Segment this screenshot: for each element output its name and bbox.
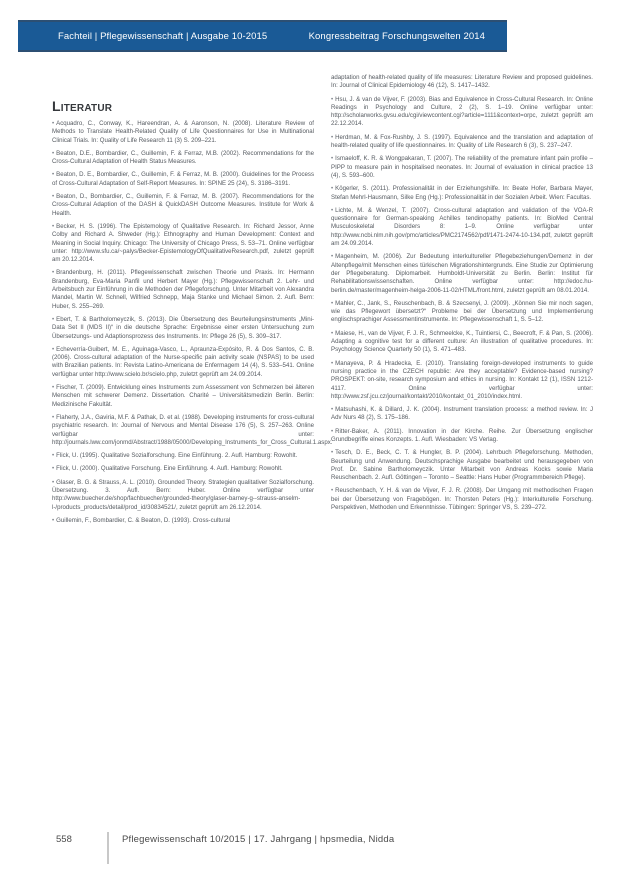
bullet-icon: • — [52, 269, 55, 277]
bullet-icon: • — [331, 206, 334, 214]
bullet-icon: • — [52, 345, 55, 353]
footer-divider — [107, 832, 109, 864]
bullet-icon: • — [331, 487, 334, 495]
bullet-icon: • — [52, 516, 55, 524]
bullet-icon: • — [52, 465, 55, 473]
reference-column-right — [331, 74, 593, 517]
header-left-text: Fachteil | Pflegewissenschaft | Ausgabe 10-2015 — [58, 30, 268, 42]
reference-item: • Flick, U. (1995). Qualitative Sozialforschung. Eine Einführung. 2. Aufl. Hamburg: Rowohlt. — [52, 452, 298, 460]
bullet-icon: • — [331, 449, 334, 457]
reference-item: • Beaton, D. E., Bombardier, C., Guillemin, F. & Ferraz, M. B. (2000). Guidelines for the Process of Cross-Cultural Adaptation of Self-Report Measures. In: SPINE 25 (24), S. 3186–3191. — [52, 171, 314, 187]
reference-item: • Reuschenbach, Y. H. & van de Vijver, F. J. R. (2008). Der Umgang mit methodischen Fragen bei der Übersetzung von Fragebögen. In: Thorsten Peters (Hg.): Interkulturelle Forschung. Perspektiven, Methoden und Erkenntnisse. Tübingen: Springer VS, S. 239–272. — [331, 487, 593, 512]
bullet-icon: • — [331, 155, 334, 163]
reference-item: • Lichte, M. & Wenzel, T. (2007). Cross-cultural adaptation and validation of the VOA-R questionnaire for German-speaking Achilles tendinopathy patients. In: BioMed Central Musculoskeletal Disorders 8: 1–9. Online verfügbar unter http://www.ncbi.nlm.nih.gov/pmc/articles/PMC2174562/pdf/1471-2474-10-134.pdf, zuletzt geprüft am 24.09.2014. — [331, 206, 593, 248]
bullet-icon: • — [52, 171, 55, 179]
reference-item: • Hsu, J. & van de Vijver, F. (2003). Bias and Equivalence in Cross-Cultural Research. In: Online Readings in Psychology and Culture, 2 (2), S. 1–19. Online verfügbar unter: http://scholarworks.gvsu.edu/cgi/viewcontent.cgi?article=1111&context=orpc, zuletzt geprüft am 22.12.2014. — [331, 95, 593, 128]
bullet-icon: • — [52, 413, 55, 421]
bullet-icon: • — [52, 384, 55, 392]
page-footer — [0, 832, 637, 862]
reference-item: • Guillemin, F., Bombardier, C. & Beaton, D. (1993). Cross-cultural — [52, 516, 231, 524]
reference-item: • Herdman, M. & Fox-Rushby, J. S. (1997). Equivalence and the translation and adaptation of health-related quality of life questionnaires. In: Quality of Life Research 6 (3), S. 237–247. — [331, 133, 593, 150]
bullet-icon: • — [52, 193, 55, 201]
reference-item: • Tesch, D. E., Beck, C. T. & Hungler, B. P. (2004). Lehrbuch Pflegeforschung. Methoden, Beurteilung und Anwendung. Deutschsprachige Ausgabe bearbeitet und herausgegeben von Prof. Dr. Sabine Bartholomeyczik. Unter Mitarbeit von Andreas Kocks sowie Maria Reuschenbach. 2. Aufl. Göttingen – Toronto – Seattle: Hans Huber (Programmbereich Pflege). — [331, 449, 593, 482]
reference-item: • Maiese, H., van de Vijver, F. J. R., Schmeelcke, K., Tuintiersi, C., Beecroft, F. & Pan, S. (2006). Adapting a cognitive test for a different culture: An illustration of qualitative procedures. In: Psychology Science Quarterly 50 (1), S. 471–483. — [331, 329, 593, 354]
bullet-icon: • — [52, 120, 55, 127]
reference-item: • Kögerler, S. (2011). Professionalität in der Erziehungshilfe. In: Beate Hofer, Barbara Mayer, Stefan Mehrl-Hausmann, Silke Eng (Hg.): Professionalität in der Sozialen Arbeit. Wien: Facultas. — [331, 185, 593, 201]
bullet-icon: • — [52, 315, 55, 323]
reference-item: • Echeverría-Guibert, M. E., Aguinaga-Vasco, L., Apraunza-Expósito, R. & Dos Santos, C. B. (2006). Cross-cultural adaptation of the Nurse-specific pain activity scale (NSPAS) to be used with Brazilian patients. In: Revista Latino-Americana de Enfermagem 14 (4), S. 533–541. Online verfügbar unter http://www.scielo.br/scielo.php, zuletzt geprüft am 24.09.2014. — [52, 345, 314, 378]
bullet-icon: • — [52, 222, 55, 230]
bullet-icon: • — [331, 329, 334, 337]
bullet-icon: • — [331, 253, 334, 261]
page-number: 558 — [56, 834, 72, 845]
reference-item: • Flick, U. (2000). Qualitative Forschung. Eine Einführung. 4. Aufl. Hamburg: Rowohlt. — [52, 465, 283, 473]
bullet-icon: • — [331, 185, 334, 193]
bullet-icon: • — [331, 406, 334, 414]
reference-item: • Matsuhashi, K. & Dillard, J. K. (2004). Instrument translation process: a method review. In: J Adv Nurs 48 (2), S. 175–186. — [331, 406, 593, 422]
running-header — [18, 20, 507, 52]
reference-item: • Beaton, D.E., Bombardier, C., Guillemin, F. & Ferraz, M.B. (2002). Recommendations for the Cross-Cultural Adaptation of Health Status Measures. — [52, 149, 314, 166]
reference-item: • Flaherty, J.A., Gaviria, M.F. & Pathak, D. et al. (1988). Developing instruments for cross-cultural psychiatric research. In: Journal of Nervous and Mental Disease 176 (5), S. 257–263. Online verfügbar unter: http://journals.lww.com/jonmd/Abstract/1988/05000/Developing_Instruments_for_Cross_Cultural.1.aspx. — [52, 413, 333, 446]
header-right-text: Kongressbeitrag Forschungswelten 2014 — [308, 30, 485, 42]
bullet-icon: • — [52, 149, 55, 157]
reference-item: • Acquadro, C., Conway, K., Hareendran, A. & Aaronson, N. (2008). Literature Review of Methods to Translate Health-Related Quality of Life Questionnaires for Use in Multinational Clinical Trials. In: Quality of Life Research 11 (3) S. 209–221. — [52, 120, 314, 144]
reference-item: • Magenheim, M. (2006). Zur Bedeutung interkultureller Pflegebeziehungen/Demenz in der Altenpflege/mit Menschen eines türkischen Migrationshintergrunds. Eine Studie zur Optimierung der Pflegeberatung. Diplomarbeit. Humboldt-Universität zu Berlin. Berlin: Institut für Rehabilitationswissenschaften. Online verfügbar unter: http://edoc.hu-berlin.de/master/magenheim-helga-2006-11-02/HTML/front.html, zuletzt geprüft am 08.01.2014. — [331, 253, 593, 294]
reference-column-left — [52, 98, 333, 530]
reference-item-continued: adaptation of health-related quality of life measures: Literature Review and proposed guidelines. In: Journal of Clinical Epidemiology 46 (12), S. 1417–1432. — [331, 74, 593, 90]
reference-item: • Mahler, C., Jank, S., Reuschenbach, B. & Szecsenyi, J. (2009). „Können Sie mir noch sagen, wie das Pflegewort übersetzt?“ Probleme bei der Übersetzung und Implementierung englischsprachiger Assessmentinstrumente. In: Pflegewissenschaft 1, S. 5–12. — [331, 299, 593, 324]
reference-item: • Ismaeloff, K. R. & Wongpakaran, T. (2007). The reliability of the premature infant pain profile – PIPP to measure pain in hospitalised neonates. In: Journal of evaluation in clinical practice 13 (4), S. 593–600. — [331, 155, 593, 179]
reference-item: • Beaton, D., Bombardier, C., Guillemin, F. & Ferraz, M. B. (2007). Recommendations for the Cross-Cultural Adaption of the DASH & QuickDASH Outcome Measures. Institute for Work & Health. — [52, 193, 314, 217]
bullet-icon: • — [331, 299, 334, 307]
reference-item: • Manayeva, P. & Hradecka, E. (2010). Translating foreign-developed instruments to guide nursing practice in the CZECH republic: Are they acceptable? Evidence-based nursing? PROSPEKT: on-site, research symposium and ethics in nursing. In: Kontakt 12 (1), ISSN 1212-4117. Online verfügbar unter: http://www.zsf.jcu.cz/journal/kontakt/2010/kontakt_01_2010/index.html. — [331, 359, 593, 400]
footer-journal-info: Pflegewissenschaft 10/2015 | 17. Jahrgang | hpsmedia, Nidda — [122, 834, 395, 845]
section-title-literatur: Literatur — [52, 98, 113, 114]
reference-item: • Ebert, T. & Bartholomeyczik, S. (2013). Die Übersetzung des Beurteilungsinstruments „Mini-Data Set II (MDS II)“ in die deutsche Sprache: Ergebnisse einer ersten Untersuchung zum Übersetzungs- und Adaptionsprozess des Instruments. In: Pflege 26 (5), S. 309–317. — [52, 315, 314, 340]
bullet-icon: • — [331, 427, 334, 435]
reference-item: • Becker, H. S. (1996). The Epistemology of Qualitative Research. In: Richard Jessor, Anne Colby and Richard A. Shweder (Hg.): Ethnography and Human Development: Context and Meaning in Social Inquiry. Chicago: The University of Chicago Press, S. 53–71. Online verfügbar unter: http://www.sfu.ca/~palys/Becker-EpistemologyOfQualitativeResearch.pdf, zuletzt geprüft am 20.12.2014. — [52, 222, 314, 264]
reference-item: • Brandenburg, H. (2011). Pflegewissenschaft zwischen Theorie und Praxis. In: Hermann Brandenburg, Eva-Maria Panfil und Herbert Mayer (Hg.): Pflegewissenschaft 2. Lehr- und Arbeitsbuch zur Einführung in die Methoden der Pflegeforschung. Unter Mitarbeit von Alexandra Mandel, Martin W. Schnell, Wilfried Schnepp, Maja Stanke und Michael Simon. 2. Aufl. Bern: Huber, S. 255–269. — [52, 269, 314, 310]
bullet-icon: • — [331, 359, 334, 367]
reference-item: • Ritter-Baker, A. (2011). Innovation in der Kirche. Reihe. Zur Übersetzung englischer Grundbegriffe eines Konzepts. 1. Aufl. Wiesbaden: VS Verlag. — [331, 427, 593, 443]
bullet-icon: • — [52, 452, 55, 460]
reference-item: • Glaser, B. G. & Strauss, A. L. (2010). Grounded Theory. Strategien qualitativer Sozialforschung. Übersetzung. 3. Aufl. Bern: Huber. Online verfügbar unter http://www.buecher.de/shop/fachbuecher/grounded-theory/glaser-barney-g--strauss-anselm-l-/products_products/detail/prod_id/30834521/, zuletzt geprüft am 26.12.2014. — [52, 478, 314, 511]
bullet-icon: • — [52, 478, 55, 486]
bullet-icon: • — [331, 133, 334, 141]
bullet-icon: • — [331, 95, 334, 103]
reference-item: • Fischer, T. (2009). Entwicklung eines Instruments zum Assessment von Schmerzen bei älteren Menschen mit schwerer Demenz. Dissertation. Charité – Universitätsmedizin Berlin. Berlin: Medizinische Fakultät. — [52, 384, 314, 408]
